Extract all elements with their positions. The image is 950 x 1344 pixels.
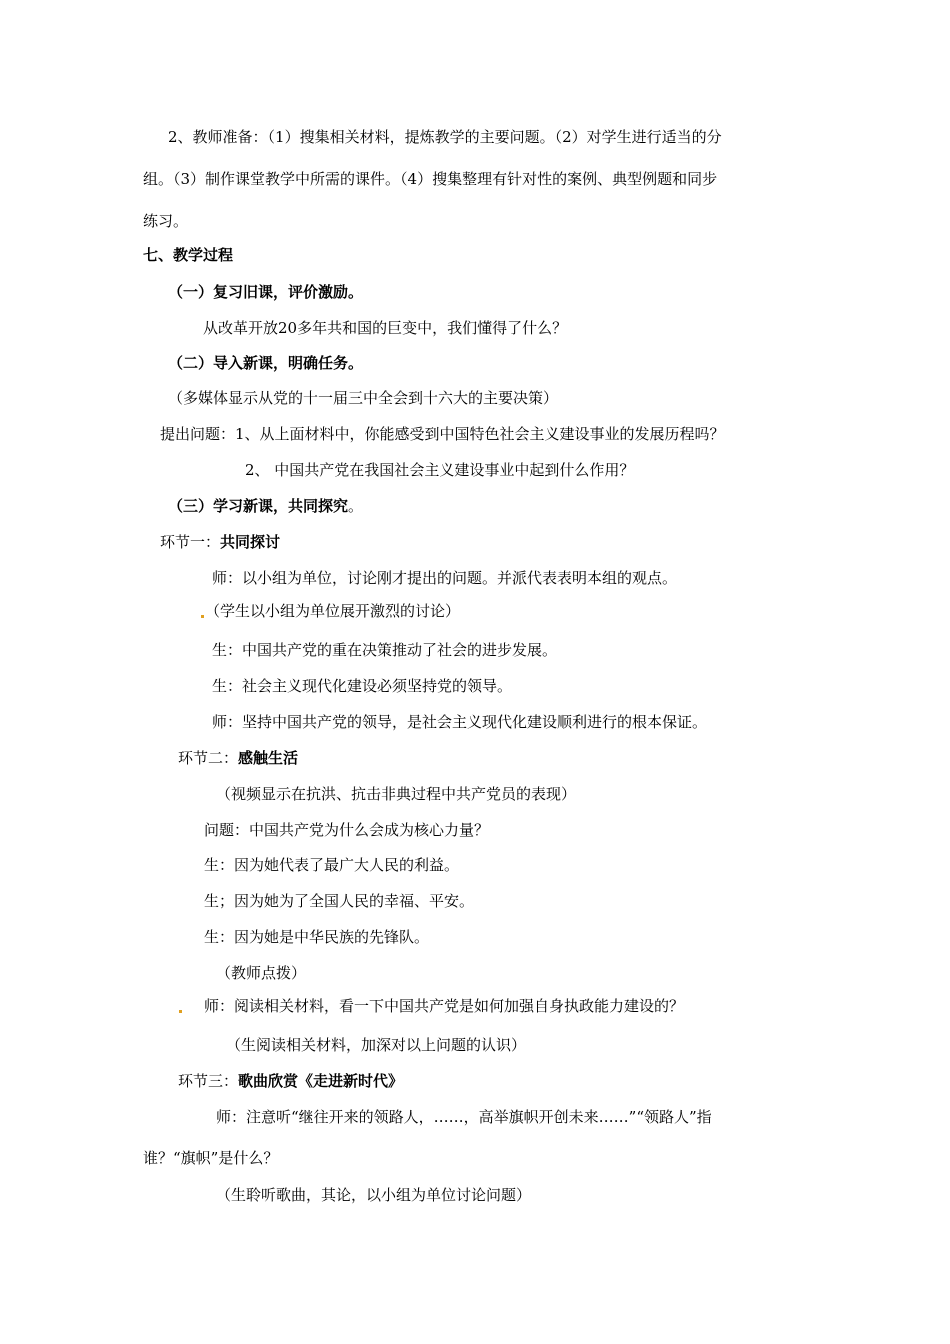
link3-title: 歌曲欣赏《走进新时代》 [238, 1072, 404, 1090]
mark-dot [179, 1010, 182, 1013]
link2-line-8: （生阅读相关材料，加深对以上问题的认识） [226, 1036, 527, 1054]
prep-line-2: 组。（3）制作课堂教学中所需的课件。（4）搜集整理有针对性的案例、典型例题和同步 [143, 170, 718, 188]
part3-heading [168, 496, 363, 516]
link2-label: 环节二： [178, 749, 239, 767]
link1-line-5: 师：坚持中国共产党的领导，是社会主义现代化建设顺利进行的根本保证。 [212, 713, 708, 731]
link2-line-4: 生；因为她为了全国人民的幸福、平安。 [204, 892, 475, 910]
mark-dot [201, 615, 204, 618]
part2-note: （多媒体显示从党的十一届三中全会到十六大的主要决策） [168, 389, 559, 407]
link1-line-2: （学生以小组为单位展开激烈的讨论） [205, 602, 461, 620]
link2-line-3: 生：因为她代表了最广大人民的利益。 [204, 856, 460, 874]
part3-heading-bold: （三）学习新课，共同探究 [168, 497, 349, 515]
part1-question: 从改革开放20多年共和国的巨变中，我们懂得了什么？ [203, 319, 568, 337]
link2-line-7: 师：阅读相关材料，看一下中国共产党是如何加强自身执政能力建设的？ [204, 997, 685, 1015]
link3-line-3: （生聆听歌曲，其论，以小组为单位讨论问题） [216, 1186, 532, 1204]
link1-line-3: 生：中国共产党的重在决策推动了社会的进步发展。 [212, 641, 558, 659]
link2-line-6: （教师点拨） [216, 964, 307, 982]
link3-line-2: 谁？“旗帜”是什么？ [143, 1149, 279, 1167]
link1-heading [160, 532, 280, 552]
link2-heading [178, 748, 298, 768]
link2-line-2: 问题：中国共产党为什么会成为核心力量？ [204, 821, 490, 839]
prep-line-1: 2、教师准备：（1）搜集相关材料，提炼教学的主要问题。（2）对学生进行适当的分 [168, 128, 722, 146]
part2-question-2: 2、 中国共产党在我国社会主义建设事业中起到什么作用？ [245, 461, 635, 479]
link1-line-4: 生：社会主义现代化建设必须坚持党的领导。 [212, 677, 513, 695]
link1-label: 环节一： [160, 533, 221, 551]
link2-line-7-wrap [178, 996, 684, 1016]
part1-heading: （一）复习旧课，评价激励。 [168, 283, 364, 301]
section-heading: 七、教学过程 [143, 246, 234, 264]
link3-line-1: 师：注意听“继往开来的领路人，……，高举旗帜开创未来……”“领路人”指 [216, 1108, 712, 1126]
link2-line-1: （视频显示在抗洪、抗击非典过程中共产党员的表现） [216, 785, 577, 803]
link1-title: 共同探讨 [220, 533, 281, 551]
link3-label: 环节三： [178, 1072, 239, 1090]
link3-heading [178, 1071, 403, 1091]
link1-line-2-wrap [200, 601, 460, 621]
link2-line-5: 生：因为她是中华民族的先锋队。 [204, 928, 430, 946]
prep-line-3: 练习。 [143, 212, 189, 230]
link1-line-1: 师：以小组为单位，讨论刚才提出的问题。并派代表表明本组的观点。 [212, 569, 678, 587]
part2-heading: （二）导入新课，明确任务。 [168, 354, 364, 372]
part2-question-1: 提出问题：1、从上面材料中，你能感受到中国特色社会主义建设事业的发展历程吗？ [160, 425, 725, 443]
part3-heading-tail: 。 [348, 497, 364, 515]
link2-title: 感触生活 [238, 749, 299, 767]
